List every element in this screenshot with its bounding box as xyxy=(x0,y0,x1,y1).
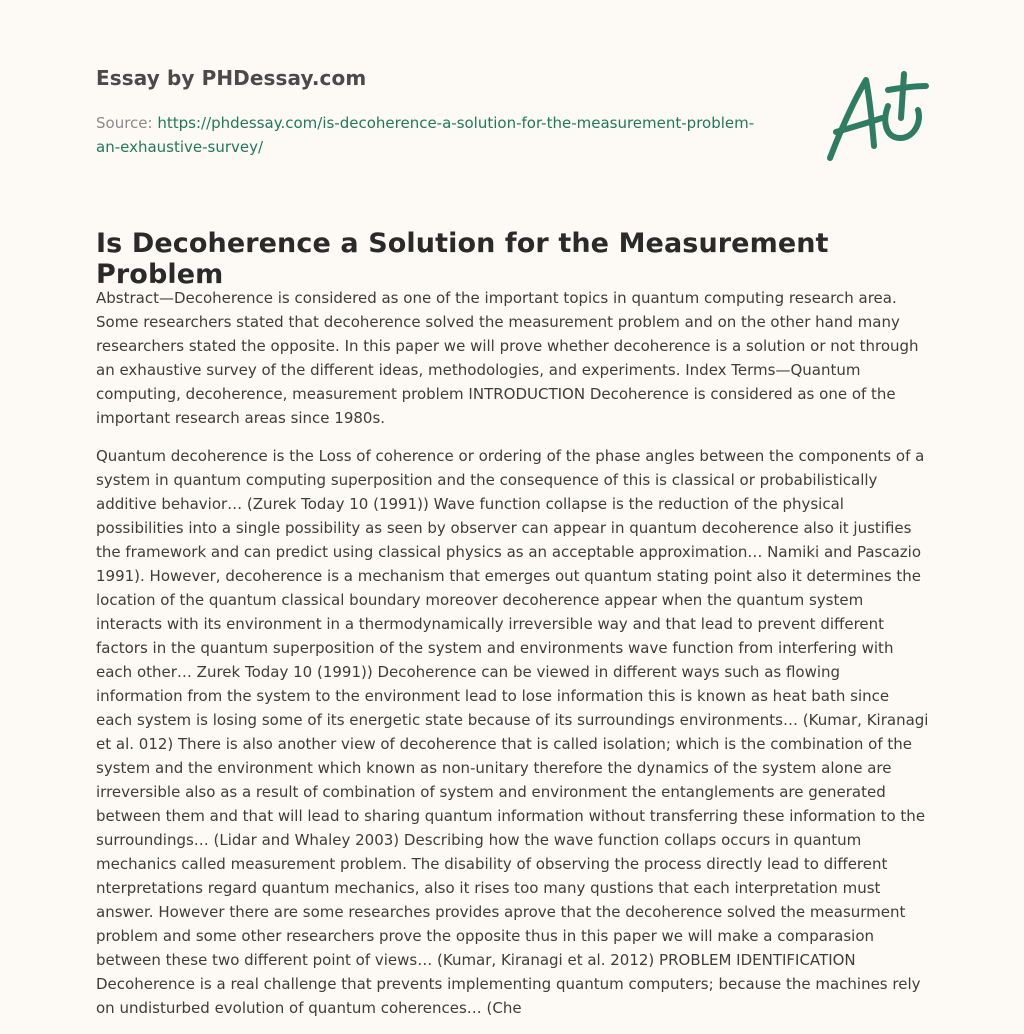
site-brand: Essay by PHDessay.com xyxy=(96,66,367,90)
source-link[interactable]: https://phdessay.com/is-decoherence-a-solution-for-the-measurement-problem-an-exhaustive-survey/ xyxy=(96,114,755,156)
article-paragraph: Quantum decoherence is the Loss of coherence or ordering of the phase angles between the components of a system in quantum computing superposition and the consequence of this is classical or probabilistically additive behavior… (Zurek Today 10 (1991)) Wave function collapse is the reduction of the physical possibilities into a single possibility as seen by observer can appear in quantum decoherence also it justifies the framework and can predict using classical physics as an acceptable approximation… Namiki and Pascazio 1991). However, decoherence is a mechanism that emerges out quantum stating point also it determines the location of the quantum classical boundary moreover decoherence appear when the quantum system interacts with its environment in a thermodynamically irreversible way and that lead to prevent different factors in the quantum superposition of the system and environments wave function from interfering with each other… Zurek Today 10 (1991)) Decoherence can be viewed in different ways such as flowing information from the system to the environment lead to lose information this is known as heat bath since each system is losing some of its energetic state because of its surroundings environments… (Kumar, Kiranagi et al. 012) There is also another view of decoherence that is called isolation; which is the combination of the system and the environment which known as non-unitary therefore the dynamics of the system alone are irreversible also as a result of combination of system and environment the entanglements are generated between them and that will lead to sharing quantum information without transferring these information to the surroundings… (Lidar and Whaley 2003) Describing how the wave function collaps occurs in quantum mechanics called measurement problem. The disability of observing the process directly lead to different nterpretations regard quantum mechanics, also it rises too many qustions that each interpretation must answer. However there are some researches provides aprove that the decoherence solved the measurment problem and some other researchers prove the opposite thus in this paper we will make a comparasion between these two different point of views… (Kumar, Kiranagi et al. 2012) PROBLEM IDENTIFICATION Decoherence is a real challenge that prevents implementing quantum computers; because the machines rely on undisturbed evolution of quantum coherences… (Che xyxy=(96,447,929,1017)
article-title: Is Decoherence a Solution for the Measurement Problem xyxy=(96,228,829,290)
article-paragraph: Abstract—Decoherence is considered as one of the important topics in quantum computing research area. Some researchers stated that decoherence solved the measurement problem and on the other hand many researchers stated the opposite. In this paper we will prove whether decoherence is a solution or not through an exhaustive survey of the different ideas, methodologies, and experiments. Index Terms—Quantum computing, decoherence, measurement problem INTRODUCTION Decoherence is considered as one of the important research areas since 1980s. xyxy=(96,289,919,427)
logo-svg xyxy=(826,70,930,162)
article-body xyxy=(96,286,930,1034)
a-plus-logo-icon xyxy=(826,70,930,162)
source-line xyxy=(96,111,776,159)
source-label: Source: xyxy=(96,114,153,132)
